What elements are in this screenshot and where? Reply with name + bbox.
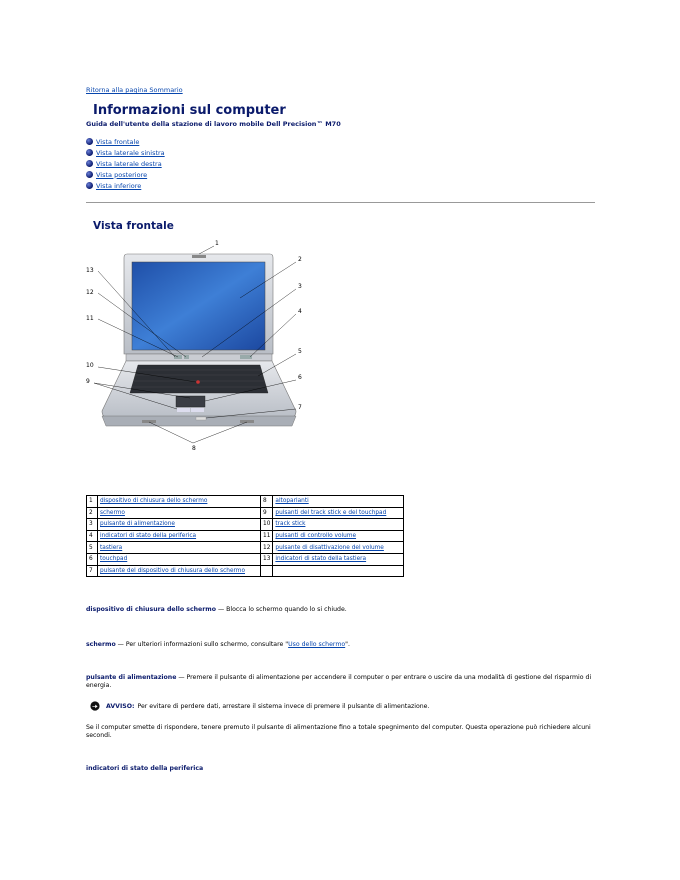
callout-label-4: 4 [298, 308, 302, 315]
legend-link[interactable]: schermo [100, 509, 125, 516]
legend-number: 5 [87, 542, 98, 554]
bullet-icon [86, 149, 93, 156]
legend-link[interactable]: dispositivo di chiusura dello schermo [100, 498, 208, 505]
legend-link[interactable]: track stick [275, 521, 306, 528]
legend-cell [98, 530, 261, 542]
legend-link[interactable]: pulsanti di controllo volume [275, 533, 357, 540]
table-of-contents [86, 136, 165, 191]
callout-label-5: 5 [298, 348, 302, 355]
legend-cell [273, 530, 404, 542]
laptop-front-view-figure [80, 236, 320, 458]
term-power-button: pulsante di alimentazione [86, 674, 177, 681]
legend-link[interactable]: indicatori di stato della periferica [100, 533, 197, 540]
toc-link-front-view[interactable]: Vista frontale [96, 137, 140, 146]
bullet-icon [86, 171, 93, 178]
notice-box [86, 697, 596, 715]
legend-link[interactable]: pulsante di alimentazione [100, 521, 175, 528]
legend-number: 8 [261, 496, 273, 508]
toc-item [86, 158, 165, 169]
legend-cell [273, 507, 404, 519]
latch-description [86, 606, 596, 614]
legend-number: 11 [261, 530, 273, 542]
legend-cell [98, 507, 261, 519]
legend-cell [273, 519, 404, 531]
table-row [87, 565, 404, 577]
notice-label: AVVISO: [106, 702, 135, 710]
legend-cell [273, 553, 404, 565]
laptop-illustration [80, 236, 320, 458]
device-status-heading [86, 765, 596, 773]
bullet-icon [86, 182, 93, 189]
toc-item [86, 136, 165, 147]
bullet-icon [86, 160, 93, 167]
power-button-description [86, 674, 596, 690]
page-subtitle: Guida dell'utente della stazione di lavoro mobile Dell Precision™ M70 [86, 120, 341, 128]
toc-item [86, 169, 165, 180]
toc-link-bottom-view[interactable]: Vista inferiore [96, 181, 142, 190]
callout-legend-table [86, 495, 404, 577]
legend-number: 6 [87, 553, 98, 565]
legend-cell [98, 542, 261, 554]
table-row [87, 530, 404, 542]
using-display-link[interactable]: Uso dello schermo [288, 641, 346, 648]
legend-number: 7 [87, 565, 98, 577]
legend-number: 4 [87, 530, 98, 542]
toc-item [86, 147, 165, 158]
notice-hand-icon [90, 701, 100, 711]
legend-link[interactable]: altoparlanti [275, 498, 309, 505]
legend-number: 9 [261, 507, 273, 519]
power-hold-description: Se il computer smette di rispondere, tenere premuto il pulsante di alimentazione fino a totale spegnimento del computer. Questa operazione può richiedere alcuni secondi. [86, 724, 591, 739]
toc-link-back-view[interactable]: Vista posteriore [96, 170, 148, 179]
description-text: ". [345, 641, 350, 648]
table-row [87, 519, 404, 531]
legend-cell [98, 519, 261, 531]
callout-label-1: 1 [215, 240, 219, 247]
legend-cell [98, 553, 261, 565]
section-divider [86, 202, 595, 203]
legend-number [261, 565, 273, 577]
notice-text: Per evitare di perdere dati, arrestare il sistema invece di premere il pulsante di alimentazione. [137, 702, 430, 710]
term-latch: dispositivo di chiusura dello schermo [86, 606, 216, 613]
legend-link[interactable]: pulsante di disattivazione del volume [275, 544, 384, 551]
table-row [87, 507, 404, 519]
bullet-icon [86, 138, 93, 145]
section-title: Vista frontale [93, 220, 174, 232]
callout-label-11: 11 [86, 315, 94, 322]
callout-label-3: 3 [298, 283, 302, 290]
legend-link[interactable]: touchpad [100, 556, 128, 563]
display-description [86, 641, 596, 649]
description-text: — Per ulteriori informazioni sullo schermo, consultare " [115, 641, 289, 648]
legend-link[interactable]: tastiera [100, 544, 123, 551]
back-to-contents-link[interactable]: Ritorna alla pagina Sommario [86, 86, 183, 94]
legend-number: 3 [87, 519, 98, 531]
term-device-status: indicatori di stato della periferica [86, 765, 204, 772]
legend-cell [273, 496, 404, 508]
legend-cell [273, 565, 404, 577]
page-title: Informazioni sul computer [93, 103, 286, 118]
callout-label-2: 2 [298, 256, 302, 263]
legend-number: 2 [87, 507, 98, 519]
toc-link-left-view[interactable]: Vista laterale sinistra [96, 148, 165, 157]
table-row [87, 542, 404, 554]
legend-number: 1 [87, 496, 98, 508]
table-row [87, 496, 404, 508]
description-text: — Premere il pulsante di alimentazione per accendere il computer o per entrare o uscire da una modalità di gestione del risparmio di energia. [86, 674, 592, 689]
toc-item [86, 180, 165, 191]
legend-number: 13 [261, 553, 273, 565]
legend-cell [98, 496, 261, 508]
legend-cell [273, 542, 404, 554]
legend-link[interactable]: pulsanti del track stick e del touchpad [275, 509, 387, 516]
term-display: schermo [86, 641, 116, 648]
legend-number: 12 [261, 542, 273, 554]
table-row [87, 553, 404, 565]
legend-number: 10 [261, 519, 273, 531]
callout-label-12: 12 [86, 289, 94, 296]
legend-link[interactable]: indicatori di stato della tastiera [275, 556, 367, 563]
callout-label-6: 6 [298, 374, 302, 381]
legend-link[interactable]: pulsante del dispositivo di chiusura dello schermo [100, 567, 245, 574]
description-text: — Blocca lo schermo quando lo si chiude. [215, 606, 347, 613]
callout-label-8: 8 [192, 445, 196, 452]
callout-label-9: 9 [86, 378, 90, 385]
callout-label-13: 13 [86, 267, 94, 274]
toc-link-right-view[interactable]: Vista laterale destra [96, 159, 162, 168]
callout-label-10: 10 [86, 362, 94, 369]
callout-label-7: 7 [298, 404, 302, 411]
legend-cell [98, 565, 261, 577]
